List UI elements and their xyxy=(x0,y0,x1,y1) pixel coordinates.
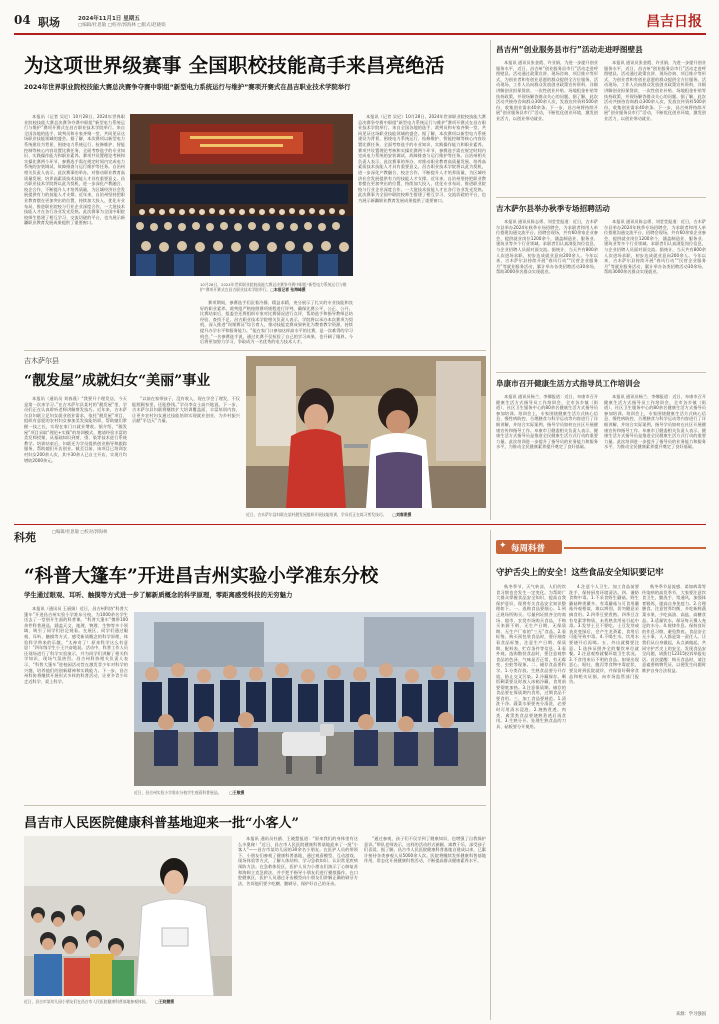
divider-r2 xyxy=(496,372,706,373)
section2-editors: □编辑/杜思敏 □校对/郭海林 xyxy=(52,530,108,535)
divider-a3 xyxy=(24,805,486,806)
article2-body: 本报讯（通讯员 刘春燕）“我要开个理发店，今天是第一次来学习。”在吉木萨尔县某村的“靓发屋”里，学员们正在认真聆听老师讲解剪发技巧。近年来，吉木萨尔县妇联立足妇女就业创业需求，依托“靓发屋”项目，组织有意愿的农村妇女参加美发技能培训，帮助她们掌握一技之长，实现在家门口就业增收。据介绍，“靓发屋”项目采取“理论+实操”的培训模式，邀请经验丰富的美发师授课，从基础知识到剪、烫、染等技术进行系统教学。培训结束后，妇联还为学员提供创业指导和跟踪服务，帮助她们开店创业。截至目前，该项目已培训农村妇女200余人次，其中30余人已自主开店，实现月均增收2000余元。 xyxy=(24,396,127,463)
page-number: 04 xyxy=(14,13,31,27)
header-rule xyxy=(14,33,706,35)
article3-subtitle: 学生通过眼观、耳听、触摸等方式进一步了解新质概念的科学原理，零距离感受科技的无穷魅力 xyxy=(24,591,293,599)
right-column-divider xyxy=(490,40,491,520)
article2-caption: 近日，吉木萨尔县妇联在某村靓发屋组织开展技能培训，学员们正在练习剪发技巧。 □刘春燕摄 xyxy=(246,512,412,517)
right-a1-title: 昌吉州“创业服务县市行”活动走进呼图壁县 xyxy=(496,45,643,54)
article1-body: 本报讯（记者 吴尼）10月28日，2024年世界职业院校技能大赛总决赛争夺赛中职组“新型电力系统运行与维护”赛项开赛式在昌吉职业技术学院举行。来自全国各地的选手、裁判员和专家齐聚一堂，共同见证这场职业技能领域的盛会。据了解，本次赛项以新型电力系统建设为背景，围绕电力系统运行、检修维护、智能控制等核心内容设置比赛任务，全面考察选手的专业知识、实践操作能力和职业素养。赛项共设置理论考核和实操比赛两个环节，参赛选手需在规定时间内完成电力系统的安装调试、故障排查与运行维护等任务。自治州相关负责人表示，此次赛事的举办，对推动职业教育高质量发展、培养高素质技术技能人才具有重要意义。昌吉职业技术学院将以此为契机，进一步深化产教融合、校企合作，不断提升人才培养质量，为区域经济社会发展提供有力的技能人才支撑。近年来，自治州坚持把职业教育摆在更加突出的位置，持续加大投入，优化专业布局，推进职业院校与行业企业深度合作，一大批技术技能人才在各行各业发光发热。此次赛事为全国中职院校师生搭建了相互学习、交流切磋的平台，也为展示新疆职业教育发展成果提供了重要窗口。 xyxy=(24,114,125,226)
newspaper-logo: 昌吉日报 xyxy=(646,14,702,30)
article5-col2: 4.注意个人卫生。加工食品前要洗手，保持厨房环境清洁。四、谨防食物中毒。1.不采食野生蘑菇。野生蘑菇种类繁多，有毒蘑菇与可食用蘑菇外观相似，难以辨别，切勿随意采摘食用。2.四季豆要煮熟。四季豆含有皂素等物质，未煮熟食用易引起中毒。3.发芽土豆不要吃。土豆发芽或表皮变绿后，会产生龙葵素，食用后可能导致中毒。4.不喝生水。饮用水要烧开后再喝。五、外出就餐要注意。1.选择证照齐全的餐饮单位就餐。2.注意观察就餐环境卫生状况。3.不食用来历不明的食品。如果出现恶心、呕吐、腹泻等食物中毒症状，要及时到医院就诊，并保留好剩余食品和相关证据，向市场监管部门报告。 xyxy=(569,584,639,685)
editors-line: □编辑/杜思敏 □校对/郭海林 □版式/赵晓娟 xyxy=(78,23,166,28)
section2-name: 科苑 xyxy=(14,531,36,544)
right-a3-body-col1: 本报讯 通讯员杨兰、李娜报道：近日，阜康市召开健康生活方式指导员工作培训会，全市各乡镇（街道）、社区卫生服务中心的80余名健康生活方式指导员参加培训。培训会上，专家围绕健康生活方式核心信息、慢性病防控、合理膳食与科学运动等内容进行了详细讲解，并结合实际案例，指导学员如何在社区开展健康宣传和指导工作。阜康市卫健委相关负责人表示，健康生活方式指导员是推进全民健康生活方式行动的重要力量。此次培训进一步提升了指导员的业务能力和服务水平，为推动全民健康素养提升奠定了良好基础。 xyxy=(496,394,598,450)
badge-rule xyxy=(564,547,706,549)
article3-title: “科普大篷车”开进昌吉州实验小学准东分校 xyxy=(24,566,379,587)
divider-a1 xyxy=(24,350,486,351)
section-name: 职场 xyxy=(38,16,60,29)
badge-label: 每周科普 xyxy=(511,544,546,554)
right-a2-body-col1: 本报讯 通讯员陈志勇、刘莹莹报道：近日，吉木萨尔县举办2024年秋季专场招聘会，为求职者和用人单位搭建沟通交流平台。招聘会现场，共有60余家企业参会，提供就业岗位1200余个，涵盖制造业、服务业、建筑业等多个行业领域。求职者们认真浏览岗位信息，与企业招聘人员面对面交流。据统计，当天共有800余人次进场求职，初步达成就业意向200余人。今年以来，吉木萨尔县持续开展“春风行动”“民营企业服务月”等就业服务活动，累计举办各类招聘活动30余场，帮助3000余名群众实现就业。 xyxy=(496,219,598,275)
article4-body-col2: “通过参观，孩子们不仅学到了健康知识，也增强了自我保护意识。”带队老师表示，这样的活动形式新颖、寓教于乐，深受孩子们喜爱。据了解，昌吉市人民医院健康科普基地自建成以来，已累计接待各类参观人员5000余人次。医院将继续发挥健康科普基地作用，常态化开展健康科普活动，不断提高群众健康素养水平。 xyxy=(364,836,486,864)
right-a2-body-col2: 本报讯 通讯员陈志勇、刘莹莹报道：近日，吉木萨尔县举办2024年秋季专场招聘会，为求职者和用人单位搭建沟通交流平台。招聘会现场，共有60余家企业参会，提供就业岗位1200余个，涵盖制造业、服务业、建筑业等多个行业领域。求职者们认真浏览岗位信息，与企业招聘人员面对面交流。据统计，当天共有800余人次进场求职，初步达成就业意向200余人。今年以来，吉木萨尔县持续开展“春风行动”“民营企业服务月”等就业服务活动，累计举办各类招聘活动30余场，帮助3000余名群众实现就业。 xyxy=(604,219,706,275)
article1-subtitle: 2024年世界职业院校技能大赛总决赛争夺赛中职组“新型电力系统运行与维护”赛项开赛式在昌吉职业技术学院举行 xyxy=(24,83,351,91)
article1-body-col2: 赛项期间，参赛选手们沉着冷静、精益求精，充分展示了扎实的专业技能和良好的职业素养。裁判组严格按照赛项规程进行评判，确保比赛公平、公正、公开。比赛结束后，组委会还将组织专家对比赛情况进行点评，帮助选手和指导教师总结经验、查找不足。昌吉职业技术学院相关负责人表示，学院将以承办本次赛项为契机，深入推进“岗课赛证”综合育人，推动技能竞赛成果转化为教育教学资源，持续提升办学水平和服务能力。“能在家门口参加这样高水平的比赛，是一次难得的学习机会。”一名参赛选手说，通过比赛不仅检验了自己的学习成果，也开阔了眼界，今后将更加努力学习，争取成为一名优秀的电力技术人才。 xyxy=(200,300,353,345)
article4-body-col1: 本报讯 通讯员杜鹃、王晓慧报道：“原来我们的身体里有这么多奥秘！”近日，昌吉市人民医院健康科普基地迎来了一批“小客人”——昌吉市某幼儿园的30余名小朋友。在医护人员的带领下，小朋友们参观了健康科普基地，通过观看模型、互动游戏、现场体验等方式，了解人体结构、学习急救知识、认识常见疾病预防方法。在急救体验区，医护人员为小朋友们演示了心肺复苏和海姆立克急救法，并手把手指导小朋友们进行模拟操作。在口腔健康区，医护人员通过牙齿模型向小朋友们讲解正确的刷牙方法，告诉他们要少吃糖、勤刷牙，保护好自己的牙齿。 xyxy=(238,836,358,886)
page-header xyxy=(14,10,706,32)
article5-col1: 秋冬季节，天气转凉，人们的饮食习惯也会发生一定变化。为帮助广大群众掌握食品安全知识，提高自我保护意识，现将有关食品安全知识整理如下。一、选购食品要细心。1.到正规场所购买。尽量到证照齐全的商场、超市、农贸市场购买食品，不购买来源不明、无生产日期、无保质期、无生产厂家的“三无”食品。2.看标签。购买预包装食品时，要仔细查看食品标签，注意生产日期、保质期、配料表、贮存条件等信息。3.看外观。选购散装食品时，要注意观察食品的色泽、气味是否正常，有无霉变、虫蛀等现象。二、储存食品要科学。1.分类存放。生熟食品要分开存放，防止交叉污染。2.冷藏保存。剩饭剩菜要及时放入冰箱冷藏，食用前要彻底加热。3.注意保质期。储存的食品要在保质期内食用，过期食品不要食用。三、加工食品要规范。1.清洗干净。蔬菜水果要充分清洗，必要时可用清水浸泡。2.烧熟煮透。肉类、禽蛋类食品要烧熟煮透后再食用。3.生熟分开。处理生熟食品的刀具、砧板要分开使用。 xyxy=(496,584,566,729)
divider-r1 xyxy=(496,197,706,198)
article3-photo xyxy=(134,612,486,786)
article4-caption: 近日，昌吉市某幼儿园小朋友们在昌吉市人民医院健康科普基地参观体验。 □王晓慧摄 xyxy=(24,999,175,1004)
weekly-science-badge xyxy=(496,540,562,554)
badge-star-icon: ✦ xyxy=(499,541,507,551)
right-a2-title: 吉木萨尔县举办秋季专场招聘活动 xyxy=(496,204,610,213)
article1-body-col3: 本报讯（记者 吴尼）10月28日，2024年世界职业院校技能大赛总决赛争夺赛中职组“新型电力系统运行与维护”赛项开赛式在昌吉职业技术学院举行。来自全国各地的选手、裁判员和专家齐聚一堂，共同见证这场职业技能领域的盛会。据了解，本次赛项以新型电力系统建设为背景，围绕电力系统运行、检修维护、智能控制等核心内容设置比赛任务，全面考察选手的专业知识、实践操作能力和职业素养。赛项共设置理论考核和实操比赛两个环节，参赛选手需在规定时间内完成电力系统的安装调试、故障排查与运行维护等任务。自治州相关负责人表示，此次赛事的举办，对推动职业教育高质量发展、培养高素质技术技能人才具有重要意义。昌吉职业技术学院将以此为契机，进一步深化产教融合、校企合作，不断提升人才培养质量，为区域经济社会发展提供有力的技能人才支撑。近年来，自治州坚持把职业教育摆在更加突出的位置，持续加大投入，优化专业布局，推进职业院校与行业企业深度合作，一大批技术技能人才在各行各业发光发热。此次赛事为全国中职院校师生搭建了相互学习、交流切磋的平台，也为展示新疆职业教育发展成果提供了重要窗口。 xyxy=(358,114,486,203)
article2-kicker: 吉木萨尔县 xyxy=(24,357,59,365)
article1-photo xyxy=(130,114,353,276)
article2-body-col2: “以前在家带孩子，没有收入，现在学会了理发，不仅能照顾家里，还能挣钱。”学员李女士高兴地说。下一步，吉木萨尔县妇联将继续扩大培训覆盖面，丰富培训内容，让更多农村妇女通过技能培训实现就业创业，为乡村振兴贡献“半边天”力量。 xyxy=(132,396,240,424)
article1-title: 为这项世界级赛事 全国职校技能高手来昌亮绝活 xyxy=(24,54,445,77)
right-a1-body-col2: 本报讯 通讯员张金霞、许亚娟，为进一步提升创业服务水平，近日，昌吉州“创业服务县市行”活动走进呼图壁县。活动通过政策宣讲、现场咨询、项目推介等形式，为创业者和有创业意愿的群众提供全方位服务。活动现场，工作人员向群众发放创业政策宣传资料，详细讲解创业担保贷款、一次性创业补贴、场地租金补贴等扶持政策，并现场解答群众关心的问题。据了解，此次活动共接待咨询群众300余人次，发放宣传资料500余份，收集创业需求40余条。下一步，昌吉州将持续开展“创业服务县市行”活动，不断优化创业环境，激发创业活力，以创业带动就业。 xyxy=(604,60,706,121)
article5-title: 守护舌尖上的安全！这些食品安全知识要记牢 xyxy=(496,567,664,577)
article1-caption: 10月28日，2024年世界职业院校技能大赛总决赛争夺赛中职组“新型电力系统运行与维护”赛项开赛式在昌吉职业技术学院举行。□本报记者 张海峰摄 xyxy=(200,282,347,292)
article2-photo xyxy=(246,356,486,508)
article4-photo xyxy=(24,836,232,996)
section2-rule xyxy=(14,524,706,525)
right-a3-title: 阜康市召开健康生活方式指导员工作培训会 xyxy=(496,379,641,388)
article4-title: 昌吉市人民医院健康科普基地迎来一批“小客人” xyxy=(24,816,299,831)
right-a3-body-col2: 本报讯 通讯员杨兰、李娜报道：近日，阜康市召开健康生活方式指导员工作培训会，全市各乡镇（街道）、社区卫生服务中心的80余名健康生活方式指导员参加培训。培训会上，专家围绕健康生活方式核心信息、慢性病防控、合理膳食与科学运动等内容进行了详细讲解，并结合实际案例，指导学员如何在社区开展健康宣传和指导工作。阜康市卫健委相关负责人表示，健康生活方式指导员是推进全民健康生活方式行动的重要力量。此次培训进一步提升了指导员的业务能力和服务水平，为推动全民健康素养提升奠定了良好基础。 xyxy=(604,394,706,450)
article2-title: “靓发屋”成就妇女“美丽”事业 xyxy=(24,373,211,389)
right-a1-body-col1: 本报讯 通讯员张金霞、许亚娟，为进一步提升创业服务水平，近日，昌吉州“创业服务县市行”活动走进呼图壁县。活动通过政策宣讲、现场咨询、项目推介等形式，为创业者和有创业意愿的群众提供全方位服务。活动现场，工作人员向群众发放创业政策宣传资料，详细讲解创业担保贷款、一次性创业补贴、场地租金补贴等扶持政策，并现场解答群众关心的问题。据了解，此次活动共接待咨询群众300余人次，发放宣传资料500余份，收集创业需求40余条。下一步，昌吉州将持续开展“创业服务县市行”活动，不断优化创业环境，激发创业活力，以创业带动就业。 xyxy=(496,60,598,121)
article5-col3: 秋冬季节是流感、诺如病毒等传染病的高发季节，大家要注意饮食卫生，勤洗手、常通风，加强体育锻炼，提高自身免疫力。2.合理膳食。注意营养均衡，多吃新鲜蔬菜水果，少吃高油、高盐、高糖食品。3.适量饮水。保证每天摄入充足的水分。4.规律作息。保持良好的作息习惯，避免熬夜。食品安全无小事，人人都是第一责任人。让我们从自身做起，从点滴做起，共同守护舌尖上的安全。发现食品安全问题，请拨打12315投诉举报电话。首次提醒：购买食品时，请注意索要购物凭证，以便发生问题时维护自身合法权益。 xyxy=(642,584,706,673)
issue-date: 2024年11月1日 星期五 xyxy=(78,16,140,22)
article5-source: 来源：学习强国 xyxy=(675,1012,706,1017)
article3-body: 本报讯（通讯员 王丽娟）近日，昌吉州科协“科普大篷车”开进昌吉州实验小学准东分校，为1000余名学生送去了一堂别开生面的科普课。“科普大篷车”携带100余件科普展品，涵盖天文、地理、物理、生物等多个领域，吸引了同学们驻足观看。在展区，同学们通过眼观、耳听、触摸等方式，感受新质概念的科学原理，体验科学带来的乐趣。“太神奇了！原来科学这么有意思！”四年级学生小王兴奋地说。活动中，科普工作人员还现场进行了科学实验演示，并为同学们讲解了相关科学知识，现场气氛热烈。昌吉州科协相关负责人表示，“科普大篷车”进校园活动旨在激发青少年对科学的兴趣，培养他们的创新精神和实践能力。下一步，昌吉州科协将继续开展形式多样的科普活动，让更多青少年走近科学、爱上科学。 xyxy=(24,606,128,684)
right-column-divider-2 xyxy=(490,530,491,1020)
article3-caption: 近日，昌吉州实验小学准东分校学生观看科普展品。 □王敏摄 xyxy=(134,790,245,795)
